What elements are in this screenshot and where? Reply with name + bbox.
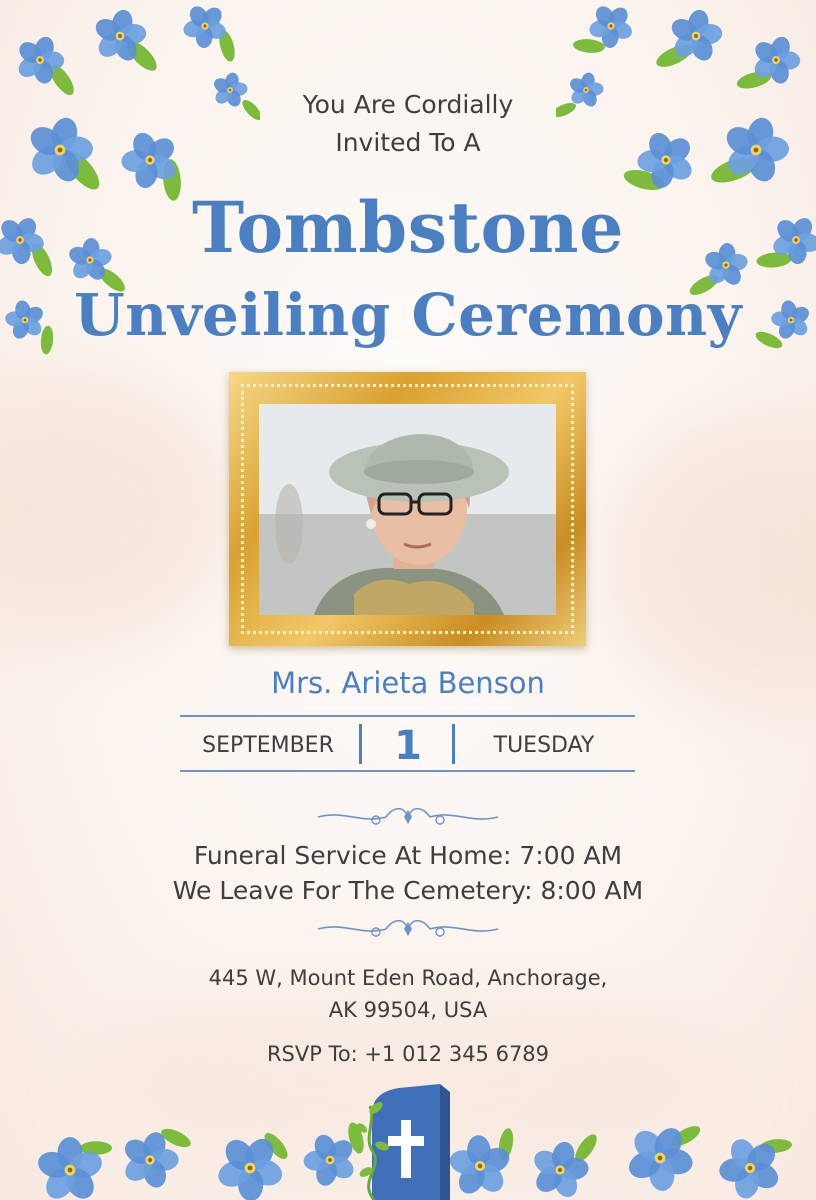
date-top-rule: [180, 715, 635, 717]
honoree-portrait-photo: [259, 404, 556, 615]
date-divider: [359, 724, 362, 764]
title-line-2: Unveiling Ceremony: [74, 281, 742, 349]
leaf-icon: [572, 38, 605, 54]
schedule: [0, 838, 816, 908]
tombstone-cross-icon: [354, 1084, 464, 1200]
address-line-1: 445 W, Mount Eden Road, Anchorage,: [208, 966, 608, 990]
honoree-name: Mrs. Arieta Benson: [271, 666, 545, 700]
date-divider: [452, 724, 455, 764]
ornamental-flourish-icon: [316, 800, 500, 834]
forget-me-not-flower-icon: [202, 1121, 298, 1200]
date-month: SEPTEMBER: [202, 733, 334, 758]
schedule-line-cemetery: We Leave For The Cemetery: 8:00 AM: [172, 876, 644, 905]
schedule-line-home: Funeral Service At Home: 7:00 AM: [193, 841, 623, 870]
photo-frame: [229, 372, 586, 646]
invitation-intro: [0, 86, 816, 162]
intro-line-1: You Are Cordially: [302, 90, 514, 119]
watercolor-wash: [600, 420, 816, 700]
watercolor-wash: [0, 380, 240, 640]
rsvp-contact: RSVP To: +1 012 345 6789: [266, 1042, 550, 1066]
ornamental-flourish-icon: [316, 912, 500, 946]
intro-line-2: Invited To A: [335, 128, 481, 157]
date-weekday: TUESDAY: [493, 733, 595, 758]
venue-address: [0, 962, 816, 1026]
address-line-2: AK 99504, USA: [328, 998, 488, 1022]
date-day: 1: [394, 723, 422, 769]
forget-me-not-flower-icon: [706, 1124, 793, 1200]
title-line-1: Tombstone: [191, 186, 625, 269]
date-bottom-rule: [180, 770, 635, 772]
